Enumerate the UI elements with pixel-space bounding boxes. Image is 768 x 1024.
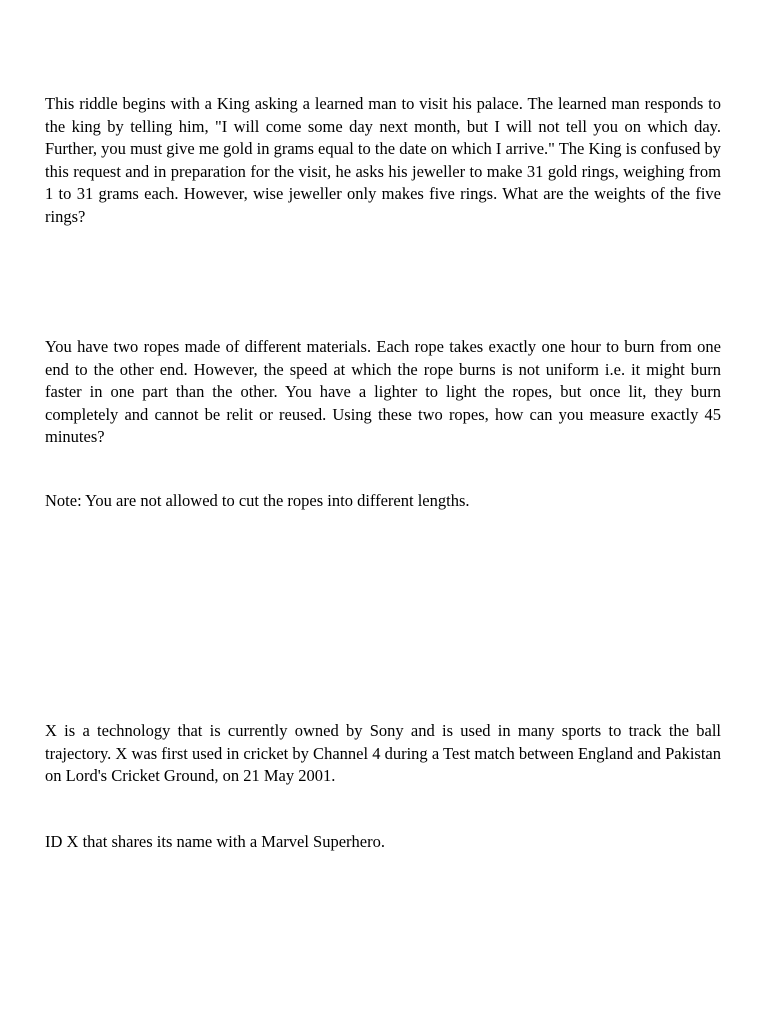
technology-x-paragraph: X is a technology that is currently owned by Sony and is used in many sports to track the ball trajectory. X was first used in cricket by Channel 4 during a Test match between England and Pakistan on Lord's Cricket Ground, on 21 May 2001. [45, 721, 721, 785]
technology-x-question: ID X that shares its name with a Marvel Superhero. [45, 832, 385, 851]
riddle-ropes-paragraph: You have two ropes made of different materials. Each rope takes exactly one hour to burn from one end to the other end. However, the speed at which the rope burns is not uniform i.e. it might burn faster in one part than the other. You have a lighter to light the ropes, but once lit, they burn completely and cannot be relit or reused. Using these two ropes, how can you measure exactly 45 minutes? [45, 337, 721, 446]
ropes-note-paragraph: Note: You are not allowed to cut the ropes into different lengths. [45, 491, 470, 510]
riddle-king-rings-paragraph: This riddle begins with a King asking a learned man to visit his palace. The learned man responds to the king by telling him, "I will come some day next month, but I will not tell you on which day. Further, you must give me gold in grams equal to the date on which I arrive." The King is confused by this request and in preparation for the visit, he asks his jeweller to make 31 gold rings, weighing from 1 to 31 grams each. However, wise jeweller only makes five rings. What are the weights of the five rings? [45, 94, 721, 226]
